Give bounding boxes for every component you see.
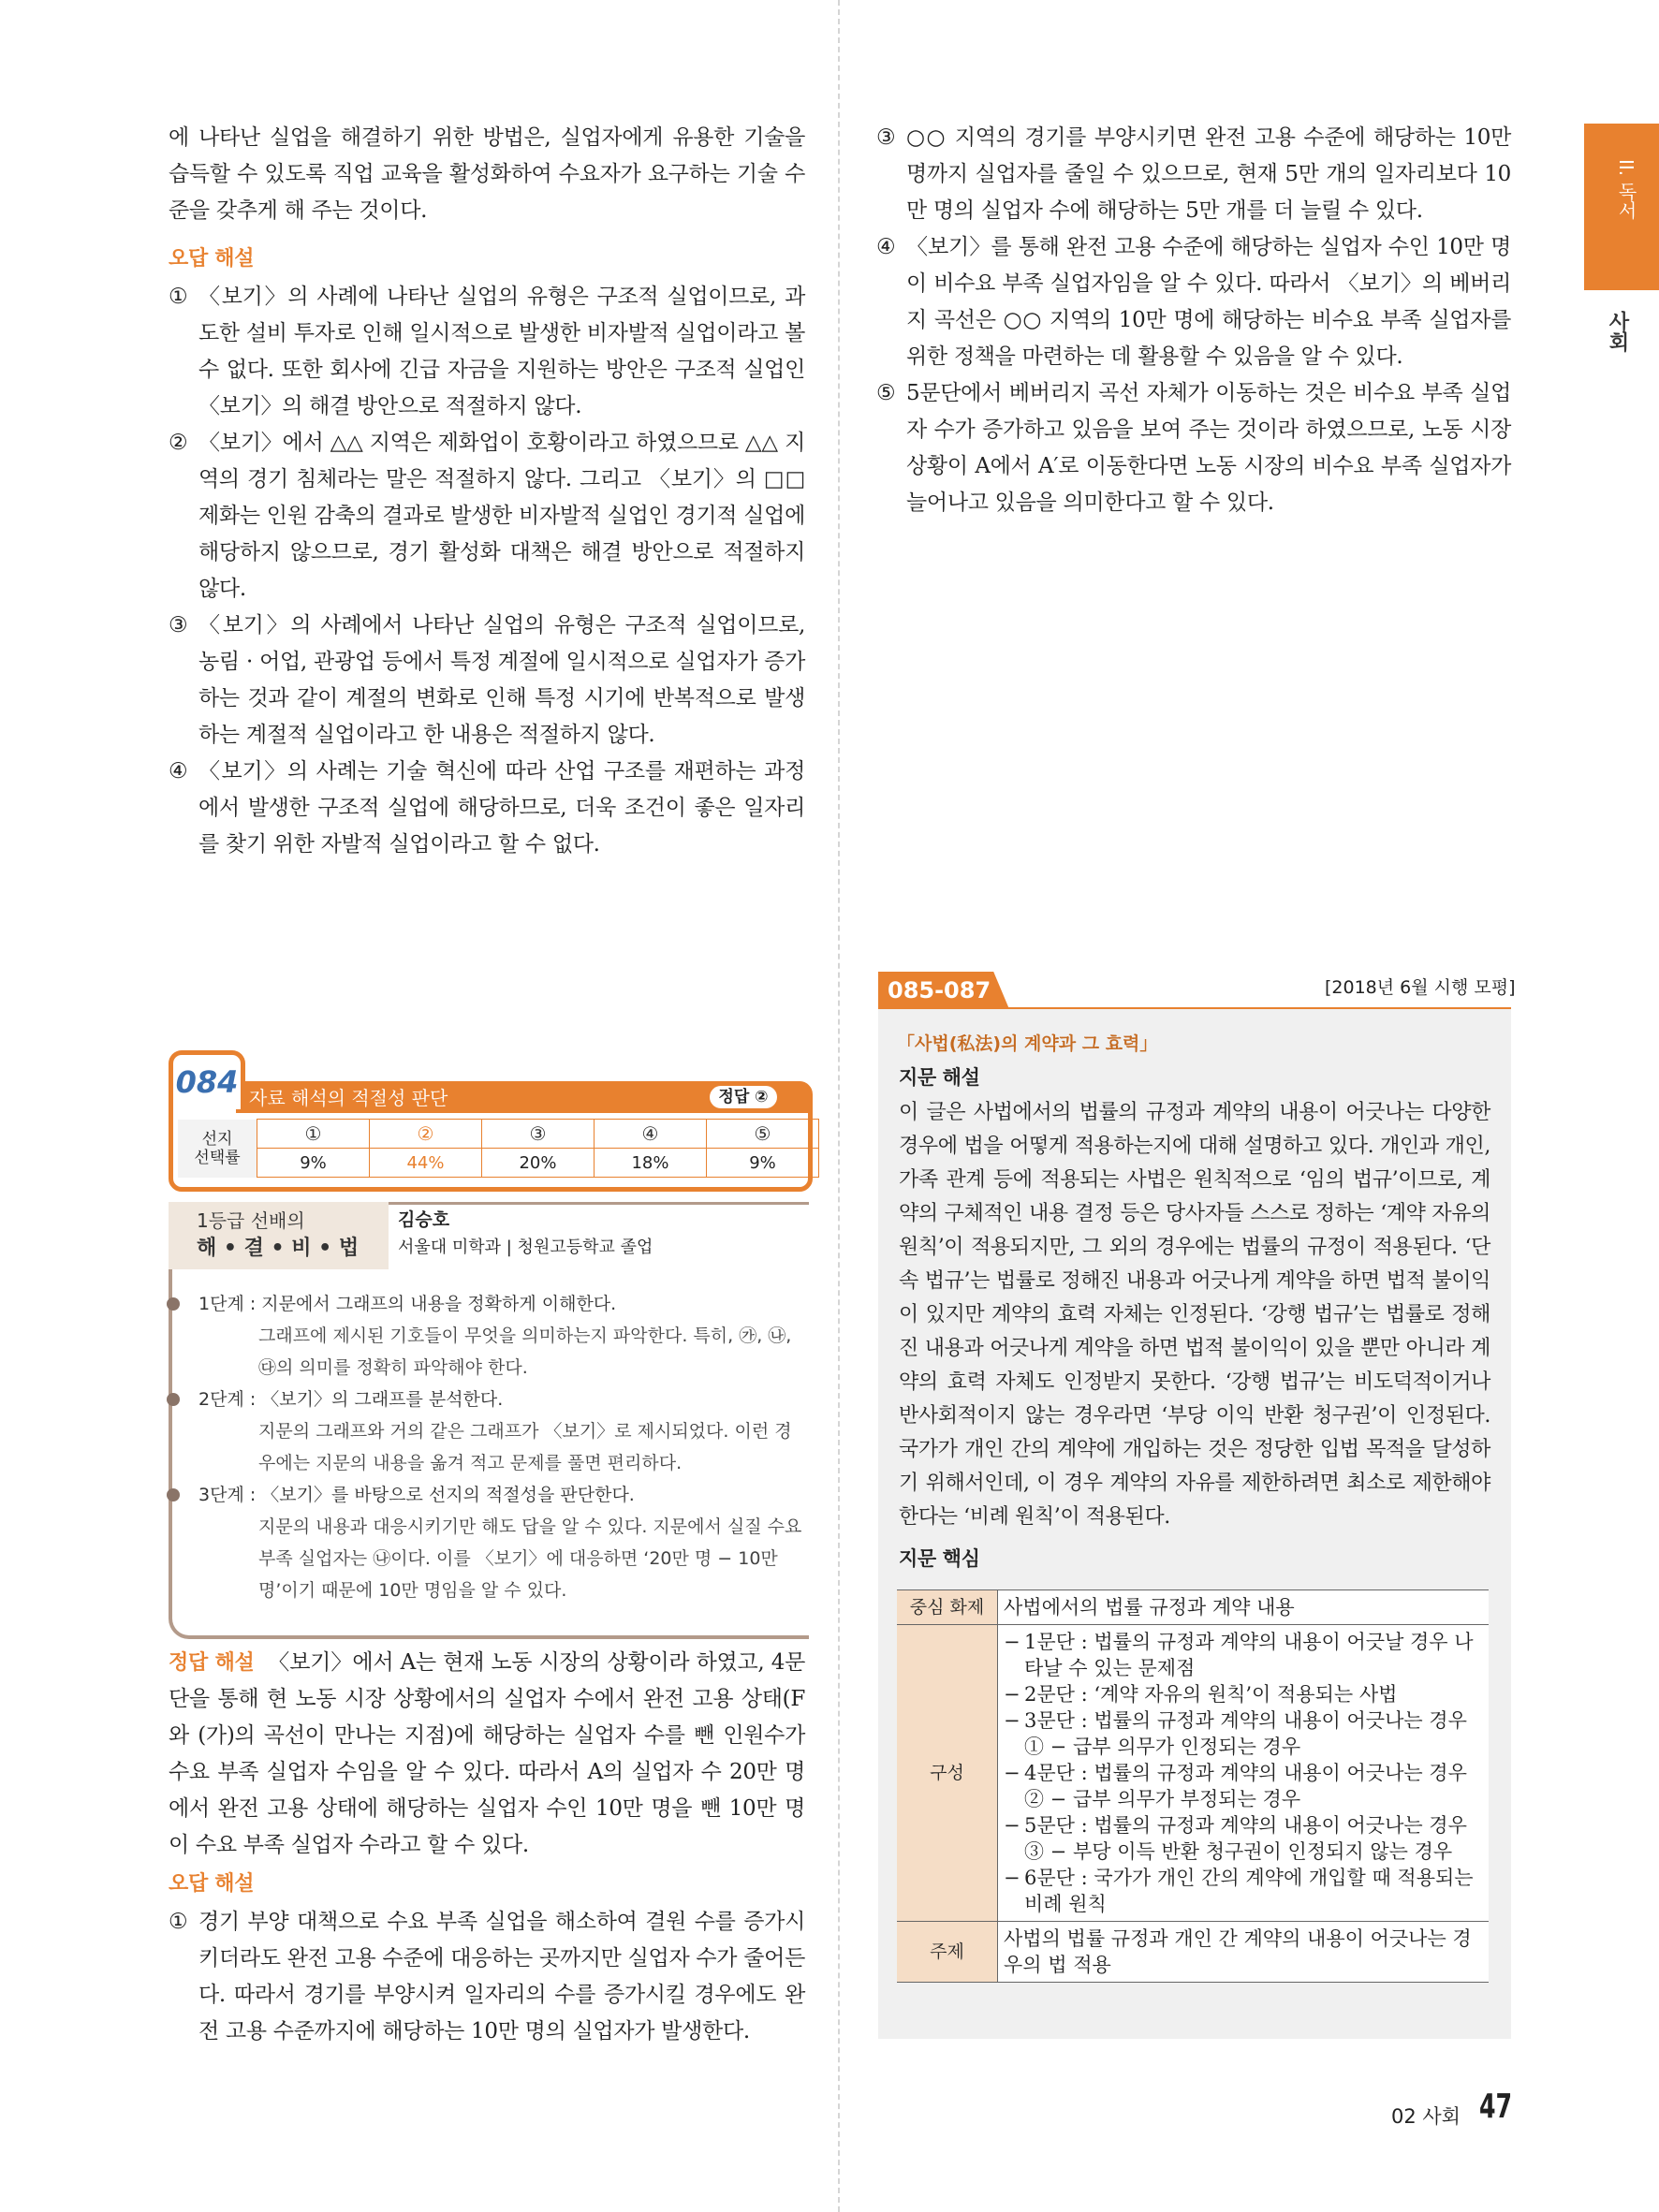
choice-rate: 44% <box>370 1149 482 1178</box>
chapter-sub-label: 사회 <box>1606 311 1629 352</box>
structure-item: − 2문단 : ‘계약 자유의 원칙’이 적용되는 사법 <box>1004 1683 1398 1706</box>
passage-core-heading: 지문 핵심 <box>899 1547 980 1570</box>
question-range-label: 085-087 <box>888 977 991 1003</box>
right-top-column <box>876 120 1511 521</box>
choice-number: ⑤ <box>707 1120 819 1149</box>
tip-author-name: 김승호 <box>398 1209 450 1230</box>
structure-item: − 5문단 : 법률의 규정과 계약의 내용이 어긋나는 경우 ③ − 부당 이득 반환 청구권이 인정되지 않는 경우 <box>1004 1814 1467 1863</box>
passage-text: 이 글은 사법에서의 법률의 규정과 계약의 내용이 어긋나는 다양한 경우에 법을 어떻게 적용하는지에 대해 설명하고 있다. 개인과 개인, 가족 관계 등에 적용되는 사법은 원칙적으로 ‘임의 법규’이므로, 계약의 구체적인 내용 결정 등은 당사자들 스스로 정하는 ‘계약 자유의 원칙’이 적용되지만, 그 외의 경우에는 법률의 규정이 적용된다. ‘단속 법규’는 법률로 정해진 내용과 어긋나게 계약을 하면 법적 불이익이 있지만 계약의 효력 자체는 인정된다. ‘강행 법규’는 법률로 정해진 내용과 어긋나게 계약을 하면 법적 불이익이 있을 뿐만 아니라 계약의 효력 자체도 인정받지 못한다. ‘강행 법규’는 비도덕적이거나 반사회적이지 않는 경우라면 ‘부당 이익 반환 청구권’이 인정된다. 국가가 개인 간의 계약에 개입하는 것은 정당한 입법 목적을 달성하기 위해서인데, 이 경우 계약의 자유를 제한하려면 최소로 제한해야 한다는 ‘비례 원칙’이 적용된다. <box>899 1101 1490 1529</box>
list-item: ③ 〈보기〉의 사례에서 나타난 실업의 유형은 구조적 실업이므로, 농림 · 어업, 관광업 등에서 특정 계절에 일시적으로 실업자가 증가하는 것과 같이 계절의 변화로 인해 특정 시기에 반복적으로 발생하는 계절적 실업이라고 한 내용은 적절하지 않다. <box>169 613 805 747</box>
passage-title: 「사법(私法)의 계약과 그 효력」 <box>897 1033 1158 1054</box>
choice-rate-label: 선지 선택률 <box>178 1120 257 1178</box>
tip-tag-line2: 해 • 결 • 비 • 법 <box>197 1237 360 1260</box>
choice-number: ① <box>257 1120 370 1149</box>
list-item: ④ 〈보기〉를 통해 완전 고용 수준에 해당하는 실업자 수인 10만 명이 비수요 부족 실업자임을 알 수 있다. 따라서 〈보기〉의 베버리지 곡선은 ○○ 지역의 10만 명에 해당하는 비수요 부족 실업자를 위한 정책을 마련하는 데 활용할 수 있음을 알 수 있다. <box>876 235 1511 369</box>
tip-steps <box>187 1288 805 1606</box>
choice-rate: 9% <box>257 1149 370 1178</box>
core-key: 주제 <box>897 1922 998 1983</box>
question-number: 084 <box>169 1050 245 1109</box>
page-number: 47 <box>1479 2087 1513 2126</box>
list-item: ② 〈보기〉에서 △△ 지역은 제화업이 호황이라고 하였으므로 △△ 지역의 경기 침체라는 말은 적절하지 않다. 그리고 〈보기〉의 □□ 제화는 인원 감축의 결과로 발생한 비자발적 실업인 경기적 실업에 해당하지 않으므로, 경기 활성화 대책은 해결 방안으로 적절하지 않다. <box>169 431 805 601</box>
question-title: 자료 해석의 적절성 판단 <box>249 1087 448 1109</box>
choice-number: ② <box>370 1120 482 1149</box>
passage-sub-heading: 지문 해설 <box>899 1066 980 1089</box>
structure-item: − 6문단 : 국가가 개인 간의 계약에 개입할 때 적용되는 비례 원칙 <box>1004 1867 1474 1915</box>
choice-rate: 9% <box>707 1149 819 1178</box>
left-bottom-column <box>169 1645 805 2050</box>
intro-text: 에 나타난 실업을 해결하기 위한 방법은, 실업자에게 유용한 기술을 습득할 수 있도록 직업 교육을 활성화하여 수요자가 요구하는 기술 수준을 갖추게 해 주는 것이다. <box>169 125 805 223</box>
column-divider <box>838 0 840 2212</box>
tip-step <box>187 1288 805 1384</box>
tip-step <box>187 1384 805 1479</box>
core-value: 사법에서의 법률 규정과 계약 내용 <box>998 1590 1490 1625</box>
exam-source: [2018년 6월 시행 모평] <box>1325 977 1516 998</box>
left-top-column <box>169 120 805 863</box>
passage-explanation <box>899 1061 1490 1575</box>
core-value: 사법의 법률 규정과 개인 간 계약의 내용이 어긋나는 경우의 법 적용 <box>998 1922 1490 1983</box>
bullet-icon <box>167 1393 180 1406</box>
bullet-icon <box>167 1297 180 1311</box>
tip-step-body: 지문의 그래프와 거의 같은 그래프가 〈보기〉로 제시되었다. 이런 경우에는 지문의 내용을 옮겨 적고 문제를 풀면 편리하다. <box>258 1421 792 1473</box>
correct-answer-heading: 정답 해설 <box>169 1651 255 1675</box>
tip-step-body: 그래프에 제시된 기호들이 무엇을 의미하는지 파악한다. 특히, ㉮, ㉯, ㉰의 의미를 정확히 파악해야 한다. <box>258 1326 792 1378</box>
wrong-answer-heading: 오답 해설 <box>169 247 255 271</box>
list-item: ① 〈보기〉의 사례에 나타난 실업의 유형은 구조적 실업이므로, 과도한 설비 투자로 인해 일시적으로 발생한 비자발적 실업이라고 볼 수 없다. 또한 회사에 긴급 자금을 지원하는 방안은 구조적 실업인 〈보기〉의 해결 방안으로 적절하지 않다. <box>169 285 805 418</box>
bullet-icon <box>167 1488 180 1502</box>
tip-step-label: 3단계 : 〈보기〉를 바탕으로 선지의 적절성을 판단한다. <box>198 1485 635 1505</box>
core-structure <box>998 1625 1490 1922</box>
tip-author-school: 서울대 미학과 | 청원고등학교 졸업 <box>398 1238 653 1257</box>
list-item: ③ ○○ 지역의 경기를 부양시키면 완전 고용 수준에 해당하는 10만 명까지 실업자를 줄일 수 있으므로, 현재 5만 개의 일자리보다 10만 명의 실업자 수에 해당하는 5만 개를 더 늘릴 수 있다. <box>876 125 1511 223</box>
structure-item: − 3문단 : 법률의 규정과 계약의 내용이 어긋나는 경우 ① − 급부 의무가 인정되는 경우 <box>1004 1709 1467 1758</box>
choice-number: ③ <box>482 1120 595 1149</box>
core-key: 중심 화제 <box>897 1590 998 1625</box>
answer-badge: 정답 ② <box>710 1086 777 1108</box>
choice-rate: 18% <box>595 1149 707 1178</box>
choice-rate: 20% <box>482 1149 595 1178</box>
chapter-tab-label: II. 독서 <box>1615 159 1637 220</box>
list-item: ⑤ 5문단에서 베버리지 곡선 자체가 이동하는 것은 비수요 부족 실업자 수가 증가하고 있음을 보여 주는 것이라 하였으므로, 노동 시장 상황이 A에서 A′로 이동한다면 노동 시장의 비수요 부족 실업자가 늘어나고 있음을 의미한다고 할 수 있다. <box>876 381 1511 515</box>
choice-number: ④ <box>595 1120 707 1149</box>
list-item: ④ 〈보기〉의 사례는 기술 혁신에 따라 산업 구조를 재편하는 과정에서 발생한 구조적 실업에 해당하므로, 더욱 조건이 좋은 일자리를 찾기 위한 자발적 실업이라고 할 수 없다. <box>169 759 805 857</box>
tip-step-label: 1단계 : 지문에서 그래프의 내용을 정확하게 이해한다. <box>198 1294 617 1314</box>
correct-answer-text: 정답 해설 〈보기〉에서 A는 현재 노동 시장의 상황이라 하였고, 4문단을 통해 현 노동 시장 상황에서의 실업자 수에서 완전 고용 상태(F와 (가)의 곡선이 만나는 지점)에 해당하는 실업자 수를 뺀 인원수가 수요 부족 실업자 수임을 알 수 있다. 따라서 A의 실업자 수 20만 명에서 완전 고용 상태에 해당하는 실업자 수인 10만 명을 뺀 10만 명이 수요 부족 실업자 수라고 할 수 있다. <box>169 1650 805 1857</box>
footer-section: 02 사회 <box>1391 2105 1461 2128</box>
structure-item: − 1문단 : 법률의 규정과 계약의 내용이 어긋날 경우 나타날 수 있는 문제점 <box>1004 1631 1474 1679</box>
tip-step-body: 지문의 내용과 대응시키기만 해도 답을 알 수 있다. 지문에서 실질 수요 부족 실업자는 ㉯이다. 이를 〈보기〉에 대응하면 ‘20만 명 − 10만 명’이기 때문에 10만 명임을 알 수 있다. <box>258 1516 802 1601</box>
choice-rate-table <box>178 1119 819 1178</box>
list-item: ① 경기 부양 대책으로 수요 부족 실업을 해소하여 결원 수를 증가시키더라도 완전 고용 수준에 대응하는 곳까지만 실업자 수가 줄어든다. 따라서 경기를 부양시켜 일자리의 수를 증가시킬 경우에도 완전 고용 수준까지에 해당하는 10만 명의 실업자가 발생한다. <box>169 1910 805 2044</box>
tip-step <box>187 1479 805 1606</box>
wrong-answer-heading: 오답 해설 <box>169 1872 255 1896</box>
tip-step-label: 2단계 : 〈보기〉의 그래프를 분석한다. <box>198 1389 504 1410</box>
header-rule <box>878 1007 1511 1009</box>
core-key: 구성 <box>897 1625 998 1922</box>
passage-core-table <box>897 1589 1489 1983</box>
tip-tag-line1: 1등급 선배의 <box>197 1209 305 1232</box>
structure-item: − 4문단 : 법률의 규정과 계약의 내용이 어긋나는 경우 ② − 급부 의무가 부정되는 경우 <box>1004 1762 1467 1810</box>
